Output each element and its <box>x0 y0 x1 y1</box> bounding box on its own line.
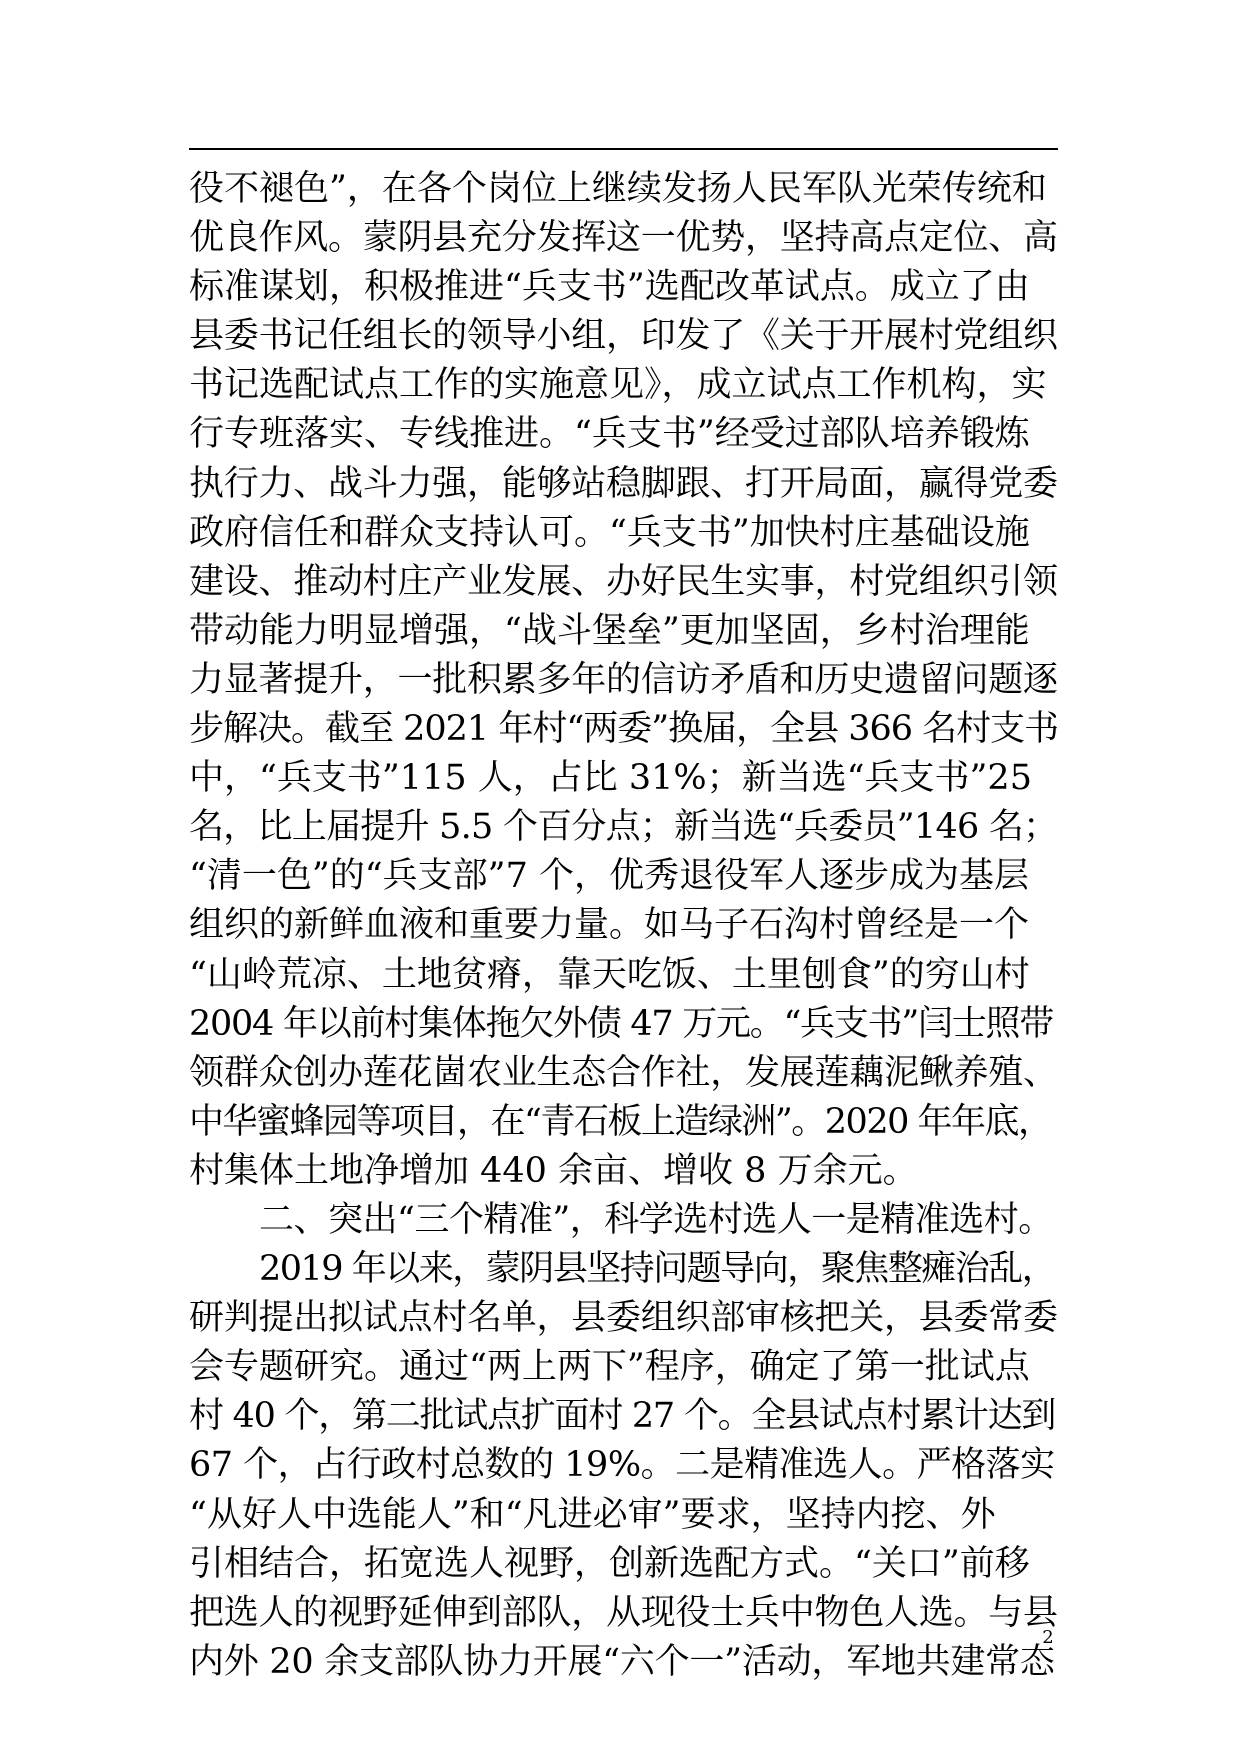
text-line: “山岭荒凉、土地贫瘠，靠天吃饭、土里刨食”的穷山村 <box>189 954 1030 995</box>
text-line: 带动能力明显增强，“战斗堡垒”更加坚固，乡村治理能 <box>189 610 1030 651</box>
text-line: 67 个，占行政村总数的 19%。二是精准选人。严格落实 <box>189 1445 1055 1486</box>
text-line: 会专题研究。通过“两上两下”程序，确定了第一批试点 <box>189 1347 1030 1388</box>
text-line: 引相结合，拓宽选人视野，创新选配方式。“关口”前移 <box>189 1543 1030 1584</box>
text-line: “从好人中选能人”和“凡进必审”要求，坚持内挖、外 <box>189 1494 996 1535</box>
text-line: 执行力、战斗力强，能够站稳脚跟、打开局面，赢得党委 <box>189 463 1058 504</box>
text-line: “清一色”的“兵支部”7 个，优秀退役军人逐步成为基层 <box>189 856 1029 897</box>
text-line: 政府信任和群众支持认可。“兵支书”加快村庄基础设施 <box>189 512 1030 553</box>
text-line: 县委书记任组长的领导小组，印发了《关于开展村党组织 <box>189 316 1058 357</box>
text-line: 研判提出拟试点村名单，县委组织部审核把关，县委常委 <box>189 1298 1058 1339</box>
text-line: 中华蜜蜂园等项目，在“青石板上造绿洲”。2020 年年底， <box>189 1101 1052 1142</box>
document-body <box>189 165 1058 1687</box>
text-line: 步解决。截至 2021 年村“两委”换届，全县 366 名村支书 <box>189 709 1059 750</box>
text-line: 建设、推动村庄产业发展、办好民生实事，村党组织引领 <box>189 561 1058 602</box>
text-line: 力显著提升，一批积累多年的信访矛盾和历史遗留问题逐 <box>189 659 1058 700</box>
text-line: 把选人的视野延伸到部队，从现役士兵中物色人选。与县 <box>189 1592 1058 1633</box>
text-line: 书记选配试点工作的实施意见》，成立试点工作机构，实 <box>189 365 1047 406</box>
text-line: 役不褪色”，在各个岗位上继续发扬人民军队光荣传统和 <box>189 169 1047 209</box>
text-line: 村集体土地净增加 440 余亩、增收 8 万余元。 <box>189 1150 918 1191</box>
text-line: 2004 年以前村集体拖欠外债 47 万元。“兵支书”闫士照带 <box>189 1003 1054 1044</box>
text-line: 标准谋划，积极推进“兵支书”选配改革试点。成立了由 <box>189 267 1030 308</box>
paragraph-first-line: 2019 年以来，蒙阴县坚持问题导向，聚焦整瘫治乱， <box>259 1249 1056 1290</box>
text-line: 领群众创办莲花崮农业生态合作社，发展莲藕泥鳅养殖、 <box>189 1052 1058 1093</box>
text-line: 中，“兵支书”115 人，占比 31%；新当选“兵支书”25 <box>189 758 1032 799</box>
section-heading-line: 二、突出“三个精准”，科学选村选人一是精准选村。 <box>259 1199 1053 1240</box>
header-rule <box>189 148 1058 150</box>
text-line: 内外 20 余支部队协力开展“六个一”活动，军地共建常态 <box>189 1641 1055 1682</box>
text-line: 优良作风。蒙阴县充分发挥这一优势，坚持高点定位、高 <box>189 218 1058 259</box>
text-line: 村 40 个，第二批试点扩面村 27 个。全县试点村累计达到 <box>189 1396 1056 1437</box>
page-number: 2 <box>1042 1627 1054 1648</box>
text-line: 行专班落实、专线推进。“兵支书”经受过部队培养锻炼 <box>189 414 1030 455</box>
text-line: 组织的新鲜血液和重要力量。如马子石沟村曾经是一个 <box>189 905 1030 946</box>
text-line: 名，比上届提升 5.5 个百分点；新当选“兵委员”146 名； <box>189 807 1058 848</box>
